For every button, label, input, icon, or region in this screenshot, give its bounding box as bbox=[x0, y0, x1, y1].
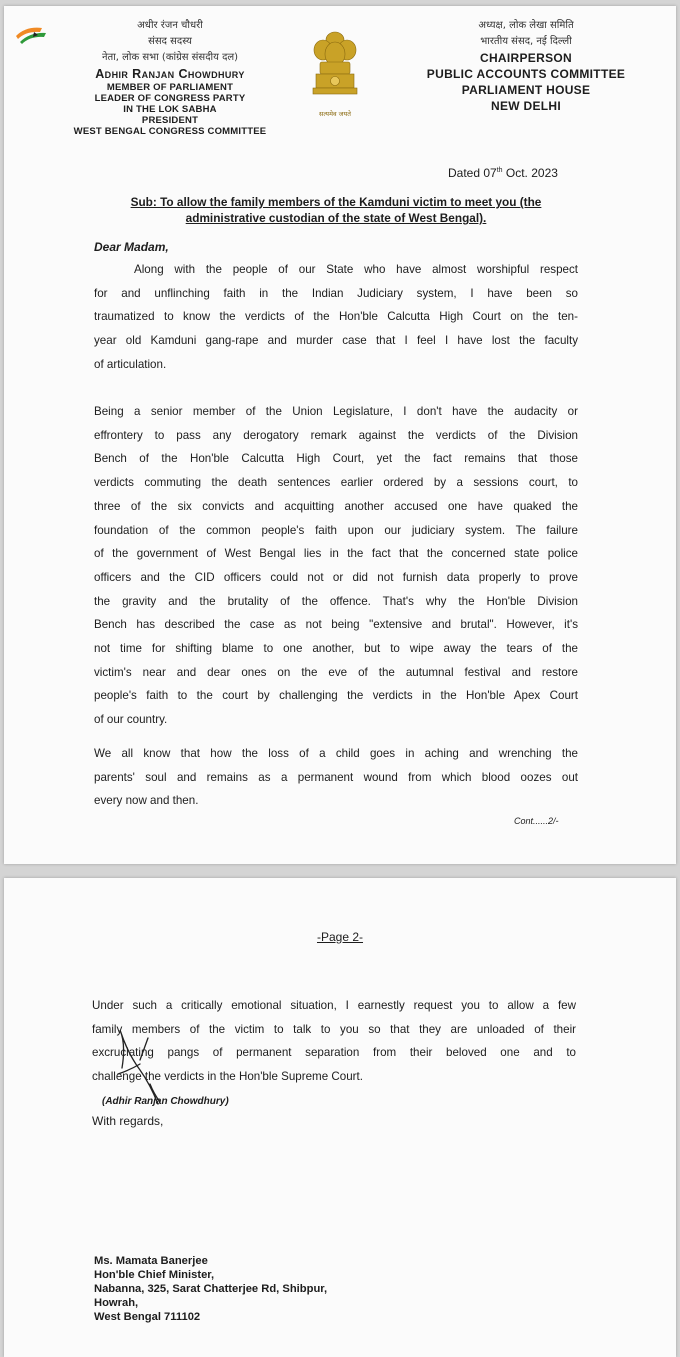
continuation-marker: Cont......2/- bbox=[514, 816, 559, 826]
hindi-parliament: भारतीय संसद, नई दिल्ली bbox=[480, 36, 572, 47]
p2-line: people's faith to the court by challenging the verdicts in the Hon'ble Apex Court bbox=[94, 689, 578, 703]
letter-date bbox=[448, 166, 558, 180]
sender-title-3: IN THE LOK SABHA bbox=[123, 104, 217, 115]
p2-line: Bench has described the case as not being "extensive and brutal". However, it's bbox=[94, 618, 578, 632]
p2-line: the gravity and the brutality of the offence. That's why the Hon'ble Division bbox=[94, 594, 578, 608]
letterhead-left bbox=[56, 18, 284, 137]
sender-name: Adhir Ranjan Chowdhury bbox=[95, 67, 245, 81]
addressee-line: West Bengal 711102 bbox=[94, 1311, 201, 1323]
p4-line: excruciating pangs of permanent separation from their beloved one and to bbox=[92, 1046, 576, 1060]
paragraph-3 bbox=[94, 742, 578, 813]
addressee-line: Howrah, bbox=[94, 1297, 139, 1309]
p2-line: victim's near and dear ones on the eve of the autumnal festival and restore bbox=[94, 665, 578, 679]
office-title-2: PUBLIC ACCOUNTS COMMITTEE bbox=[426, 67, 626, 81]
addressee-block bbox=[94, 1254, 327, 1324]
p2-line: Bench of the Hon'ble Calcutta High Court, yet the fact remains that those bbox=[94, 452, 578, 466]
p2-line: not time for shifting blame to one another, but to wipe away the tears of the bbox=[94, 642, 578, 656]
subject-line-1: Sub: To allow the family members of the Kamduni victim to meet you (the bbox=[130, 195, 542, 209]
date-month-year: Oct. 2023 bbox=[502, 166, 558, 180]
letterhead-right bbox=[408, 18, 644, 114]
letter-page-2 bbox=[4, 878, 676, 1357]
p2-line: effrontery to pass any derogatory remark against the verdicts of the Division bbox=[94, 428, 578, 442]
letter-page-1 bbox=[4, 6, 676, 864]
closing: With regards, bbox=[92, 1114, 164, 1128]
addressee-line: Ms. Mamata Banerjee bbox=[94, 1255, 208, 1267]
office-title-4: NEW DELHI bbox=[490, 99, 562, 113]
hindi-leader: नेता, लोक सभा (कांग्रेस संसदीय दल) bbox=[101, 52, 239, 63]
paragraph-1 bbox=[94, 258, 578, 377]
p1-line: year old Kamduni gang-rape and murder case that I feel I have lost the faculty bbox=[94, 334, 578, 348]
sender-title-2: LEADER OF CONGRESS PARTY bbox=[94, 93, 246, 104]
subject-line-2: administrative custodian of the state of West Bengal). bbox=[185, 211, 487, 225]
sender-title-5: WEST BENGAL CONGRESS COMMITTEE bbox=[73, 126, 267, 137]
p2-line: officers and the CID officers could not or did not furnish data properly to prove bbox=[94, 570, 578, 584]
p2-line: three of the six convicts and acquitting another accused one have quaked the bbox=[94, 499, 578, 513]
p2-line: of our country. bbox=[94, 713, 168, 727]
emblem-motto: सत्यमेव जयते bbox=[319, 110, 351, 118]
office-title-1: CHAIRPERSON bbox=[480, 51, 572, 65]
p1-line: for and unflinching faith in the Indian Judiciary system, I have been so bbox=[94, 286, 578, 300]
p4-line: Under such a critically emotional situation, I earnestly request you to allow a few bbox=[92, 999, 576, 1012]
sender-title-1: MEMBER OF PARLIAMENT bbox=[106, 82, 234, 93]
p1-line: of articulation. bbox=[94, 357, 167, 371]
paragraph-2 bbox=[94, 400, 578, 732]
addressee-line: Nabanna, 325, Sarat Chatterjee Rd, Shibpur, bbox=[94, 1283, 328, 1295]
congress-flag-logo-icon bbox=[12, 22, 52, 46]
hindi-chairperson: अध्यक्ष, लोक लेखा समिति bbox=[478, 20, 574, 31]
addressee-line: Hon'ble Chief Minister, bbox=[94, 1269, 215, 1281]
office-title-3: PARLIAMENT HOUSE bbox=[461, 83, 591, 97]
p1-line: traumatized to know the verdicts of the Hon'ble Calcutta High Court on the ten- bbox=[94, 310, 578, 324]
p2-line: Being a senior member of the Union Legislature, I don't have the audacity or bbox=[94, 405, 578, 418]
hindi-name: अधीर रंजन चौधरी bbox=[137, 20, 203, 31]
p3-line: every now and then. bbox=[94, 794, 199, 808]
p4-line: challenge the verdicts in the Hon'ble Supreme Court. bbox=[92, 1070, 363, 1084]
date-suffix-sup: th bbox=[496, 167, 503, 174]
p4-line: family members of the victim to talk to you so that they are unloaded of their bbox=[92, 1022, 576, 1036]
p3-line: parents' soul and remains as a permanent wound from which blood oozes out bbox=[94, 770, 578, 784]
p2-line: of the government of West Bengal lies in the fact that the concerned state police bbox=[94, 547, 578, 561]
sender-title-4: PRESIDENT bbox=[141, 115, 199, 126]
p1-line: Along with the people of our State who have almost worshipful respect bbox=[134, 263, 578, 276]
national-emblem-icon bbox=[308, 28, 362, 120]
subject-line bbox=[94, 194, 578, 226]
hindi-mp: संसद सदस्य bbox=[148, 36, 192, 47]
date-day: Dated 07 bbox=[448, 166, 497, 180]
signature-name: (Adhir Ranjan Chowdhury) bbox=[102, 1096, 229, 1107]
p2-line: foundation of the common people's faith upon our judiciary system. The failure bbox=[94, 523, 578, 537]
salutation: Dear Madam, bbox=[94, 240, 169, 254]
p2-line: verdicts commuting the death sentences earlier ordered by a sessions court, to bbox=[94, 476, 578, 490]
p3-line: We all know that how the loss of a child goes in aching and wrenching the bbox=[94, 747, 578, 760]
page-2-heading: -Page 2- bbox=[316, 930, 364, 944]
